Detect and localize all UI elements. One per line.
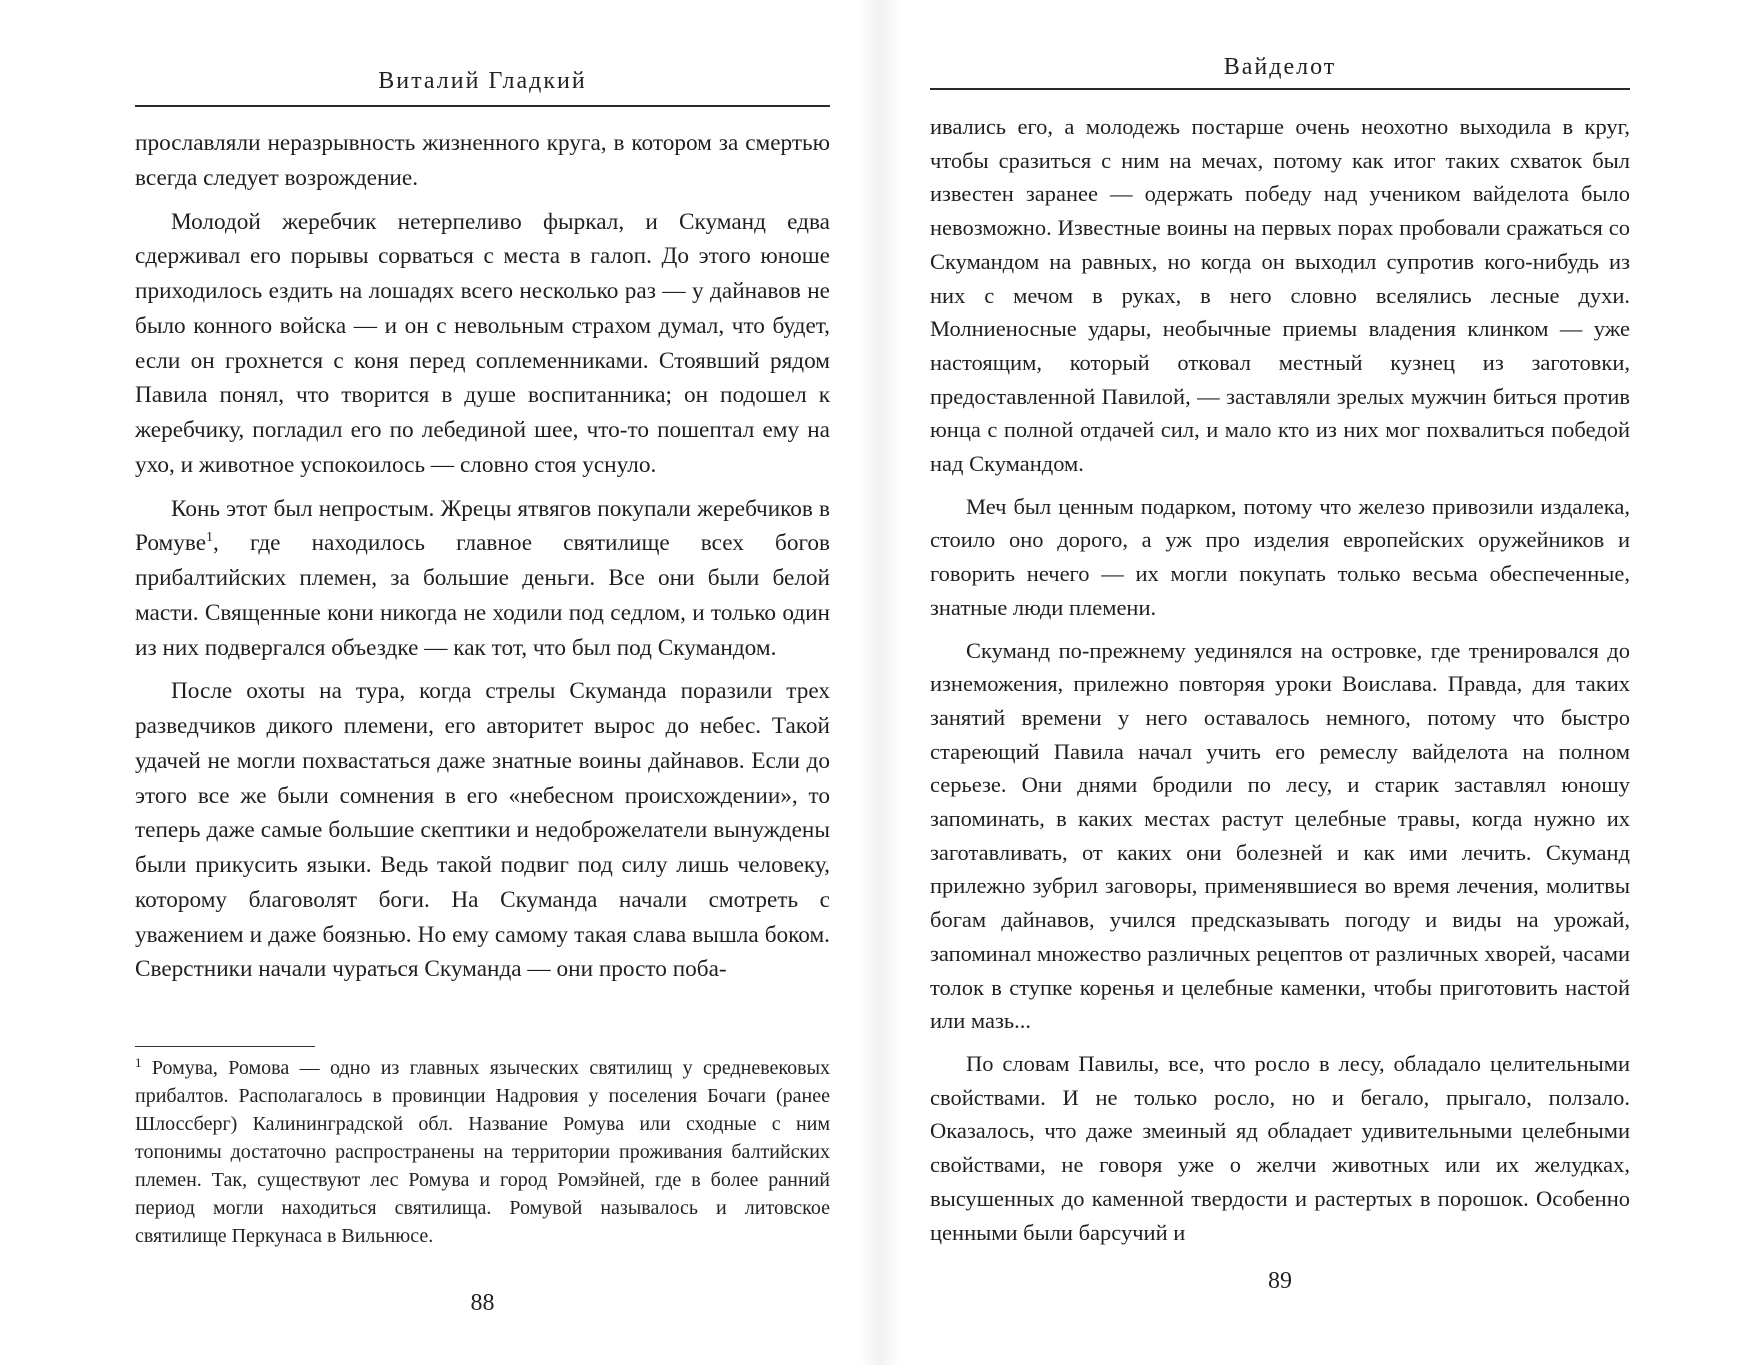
footnote-reference[interactable]: 1: [206, 530, 214, 546]
footnote-number: 1: [135, 1055, 142, 1070]
running-head-title: Вайделот: [1223, 54, 1337, 80]
paragraph: прославляли неразрывность жизненного круга, в котором за смертью всегда следует возрождение.: [135, 130, 830, 191]
left-page: [135, 0, 830, 1365]
paragraph-text: Конь этот был непростым. Жрецы ятвягов покупали жеребчиков в Ромуве: [135, 495, 830, 557]
header-rule: [930, 88, 1630, 90]
page-body: [930, 110, 1630, 1249]
right-page: [930, 0, 1630, 1365]
paragraph: Меч был ценным подарком, потому что железо привозили издалека, стоило оно дорого, а уж про изделия европейских оружейников и говорить нечего — их могли покупать только весьма обеспеченные, знатные люди племени.: [930, 493, 1630, 620]
paragraph: По словам Павилы, все, что росло в лесу, обладало целительными свойствами. И не только росло, но и бегало, прыгало, ползало. Оказалось, что даже змеиный яд обладает удивительными целебными свойствами, не говоря уже о желчи животных или их желудках, высушенных до каменной твердости и растертых в порошок. Особенно ценными были барсучий и: [930, 1050, 1630, 1245]
footnote: [135, 1054, 830, 1250]
paragraph: Молодой жеребчик нетерпеливо фыркал, и Скуманд едва сдерживал его порывы сорваться с места в галоп. До этого юноше приходилось ездить на лошадях всего несколько раз — у дайнавов не было конного войска — и он с невольным страхом думал, что будет, если он грохнется с коня перед соплеменниками. Стоявший рядом Павила понял, что творится в душе воспитанника; он подошел к жеребчику, погладил его по лебединой шее, что-то пошептал ему на ухо, и животное успокоилось — словно стоя уснуло.: [135, 208, 830, 478]
paragraph-with-footnote-ref: [135, 492, 830, 666]
paragraph-text: , где находилось главное святилище всех богов прибалтийских племен, за большие деньги. Все они были белой масти. Священные кони никогда не ходили под седлом, и только один из них подвергался объездке — как тот, что был под Скумандом.: [135, 530, 830, 661]
book-gutter-shadow: [860, 0, 900, 1365]
header-rule: [135, 105, 830, 107]
footnote-text: Ромува, Ромова — одно из главных языческих святилищ у средневековых прибалтов. Располагалось в провинции Надровия у поселения Бочаги (ранее Шлоссберг) Калининградской обл. Название Ромува или сходные с ним топонимы достаточно распространены на территории проживания балтийских племен. Так, существуют лес Ромува и город Ромэйней, где в более ранний период могли находиться святилища. Ромувой называлось и литовское святилище Перкунаса в Вильнюсе.: [135, 1057, 831, 1247]
footnote-rule: [135, 1046, 315, 1047]
page-body: [135, 126, 830, 987]
paragraph: ивались его, а молодежь постарше очень неохотно выходила в круг, чтобы сразиться с ним на мечах, потому как итог таких схваток был известен заранее — одержать победу над учеником вайделота было невозможно. Известные воины на первых порах пробовали сражаться со Скумандом на равных, но когда он выходил супротив кого-нибудь из них с мечом в руках, в него словно вселялись лесные духи. Молниеносные удары, необычные приемы владения клинком — уже настоящим, который отковал местный кузнец из заготовки, предоставленной Павилой, — заставляли зрелых мужчин биться против юнца с полной отдачей сил, и мало кто из них мог похвалиться победой над Скумандом.: [930, 114, 1630, 477]
paragraph: Скуманд по-прежнему уединялся на островке, где тренировался до изнеможения, прилежно повторяя уроки Воислава. Правда, для таких занятий времени у него оставалось немного, потому что быстро стареющий Павила начал учить его ремеслу вайделота на полном серьезе. Они днями бродили по лесу, и старик заставлял юношу запоминать, в каких местах растут целебные травы, когда нужно их заготавливать, от каких они болезней и как ими лечить. Скуманд прилежно зубрил заговоры, применявшиеся во время лечения, молитвы богам дайнавов, учился предсказывать погоду и виды на урожай, запоминал множество различных рецептов от различных хворей, часами толок в ступке коренья и целебные каменки, чтобы приготовить настой или мазь...: [930, 637, 1630, 1034]
paragraph: После охоты на тура, когда стрелы Скуманда поразили трех разведчиков дикого племени, его авторитет вырос до небес. Такой удачей не могли похвастаться даже знатные воины дайнавов. Если до этого все же были сомнения в его «небесном происхождении», то теперь даже самые большие скептики и недоброжелатели вынуждены были прикусить языки. Ведь такой подвиг под силу лишь человеку, которому благоволят боги. На Скуманда начали смотреть с уважением и даже боязнью. Но ему самому такая слава вышла боком. Сверстники начали чураться Скуманда — они просто поба-: [135, 678, 830, 983]
page-number: 89: [1268, 1268, 1292, 1294]
running-head-author: Виталий Гладкий: [378, 68, 587, 94]
page-number: 88: [470, 1290, 495, 1316]
